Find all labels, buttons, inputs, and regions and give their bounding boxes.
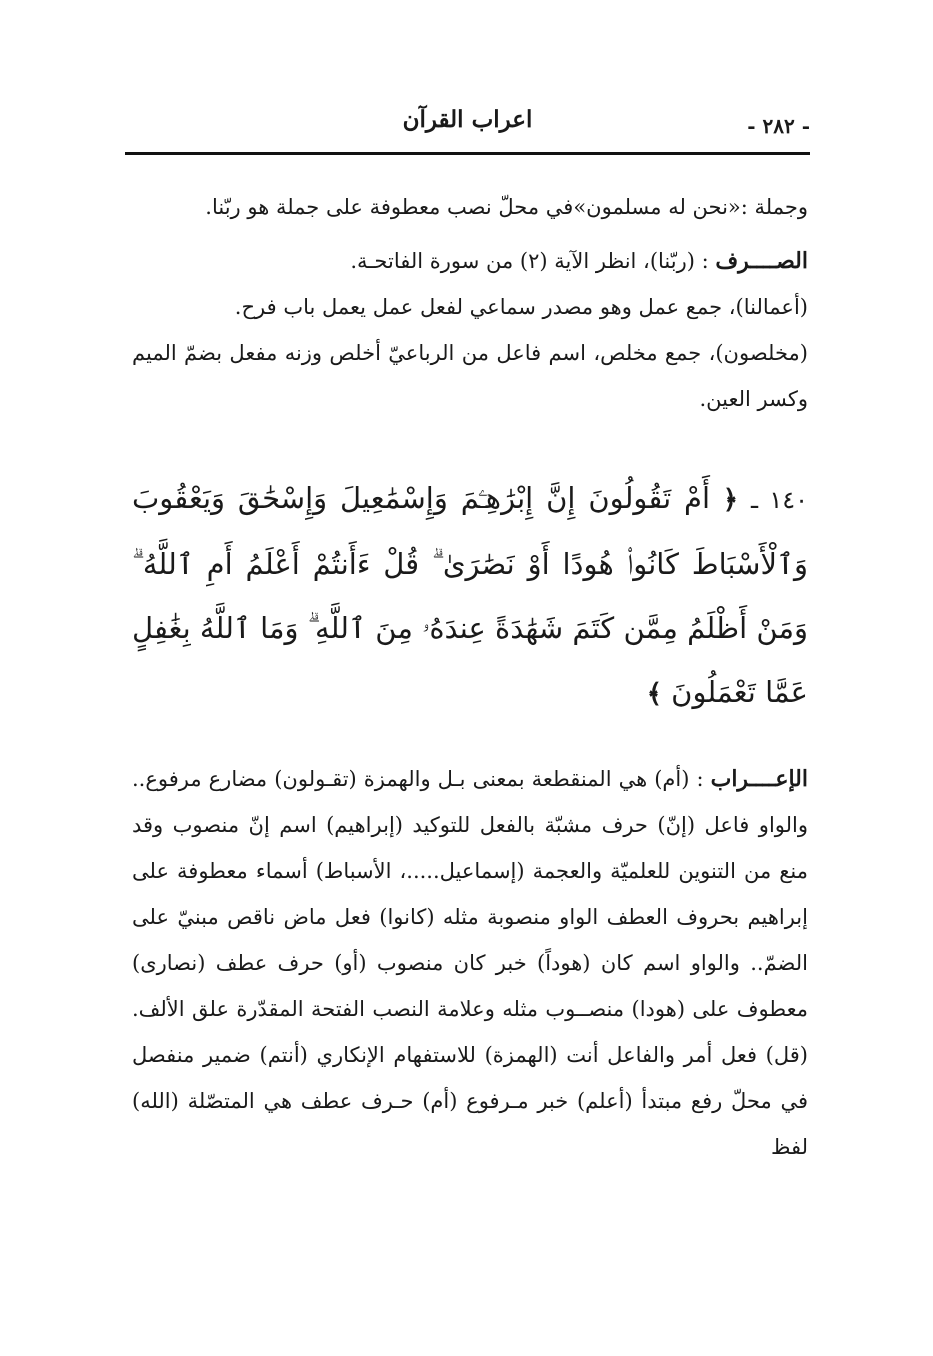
verse-text: أَمْ تَقُولُونَ إِنَّ إِبْرَٰهِـۧمَ وَإِسْمَٰعِيلَ وَإِسْحَٰقَ وَيَعْقُوبَ وَٱلْأَسْبَاطَ كَانُوا۟ هُودًا أَوْ نَصَٰرَىٰ ۗ قُلْ ءَأَنتُمْ أَعْلَمُ أَمِ ٱللَّهُ ۗ وَمَنْ أَظْلَمُ مِمَّن كَتَمَ شَهَٰدَةً عِندَهُۥ مِنَ ٱللَّهِ ۗ وَمَا ٱللَّهُ بِغَٰفِلٍ عَمَّا تَعْمَلُونَ (132, 481, 808, 709)
page-title: اعراب القرآن (402, 106, 533, 133)
header-rule (125, 152, 810, 155)
paragraph-amalina: (أعمالنا)، جمع عمل وهو مصدر سماعي لفعل عمل يعمل باب فرح. (234, 295, 808, 319)
spacer (132, 726, 808, 756)
page-number: - ٢٨٢ - (747, 114, 810, 138)
paragraph-mukhlisun: (مخلصون)، جمع مخلص، اسم فاعل من الرباعيّ أخلص وزنه مفعل بضمّ الميم وكسر العين. (132, 341, 808, 411)
irab-text: : (أم) هي المنقطعة بمعنى بـل والهمزة (تقـولون) مضارع مرفوع.. والواو فاعل (إنّ) حرف مشبّة بالفعل للتوكيد (إبراهيم) اسم إنّ منصوب وقد منع من التنوين للعلميّة والعجمة (إسماعيل.....، الأسباط) أسماء معطوفة على إبراهيم بحروف العطف الواو منصوبة مثله (كانوا) فعل ماض ناقص مبنيّ على الضمّ.. والواو اسم كان (هوداً) خبر كان منصوب (أو) حرف عطف (نصارى) معطوف على (هودا) منصــوب مثله وعلامة النصب الفتحة المقدّرة علق الألف. (قل) فعل أمر والفاعل أنت (الهمزة) للاستفهام الإنكاري (أنتم) ضمير منفصل في محلّ رفع مبتدأ (أعلم) خبر مـرفوع (أم) حـرف عطف هي المتصّلة (الله) لفظ (132, 767, 808, 1159)
verse-number: ١٤٠ ـ (751, 486, 809, 514)
page-header (125, 100, 810, 148)
irab-heading: الإعــــراب (710, 766, 808, 792)
spacer (132, 422, 808, 466)
verse-close-bracket: ﴾ (646, 679, 662, 709)
page-body (132, 184, 808, 1170)
quran-verse (132, 466, 808, 726)
spacer (132, 230, 808, 238)
sarf-text: : (ربّنا)، انظر الآية (٢) من سورة الفاتحـة. (350, 249, 709, 273)
paragraph-sarf (132, 238, 808, 284)
verse-open-bracket: ﴿ (722, 485, 739, 515)
paragraph-irab (132, 756, 808, 1170)
sarf-heading: الصــــرف (715, 248, 808, 274)
paragraph-jumla: وجملة :«نحن له مسلمون»في محلّ نصب معطوفة على جملة هو ربّنا. (205, 195, 808, 219)
